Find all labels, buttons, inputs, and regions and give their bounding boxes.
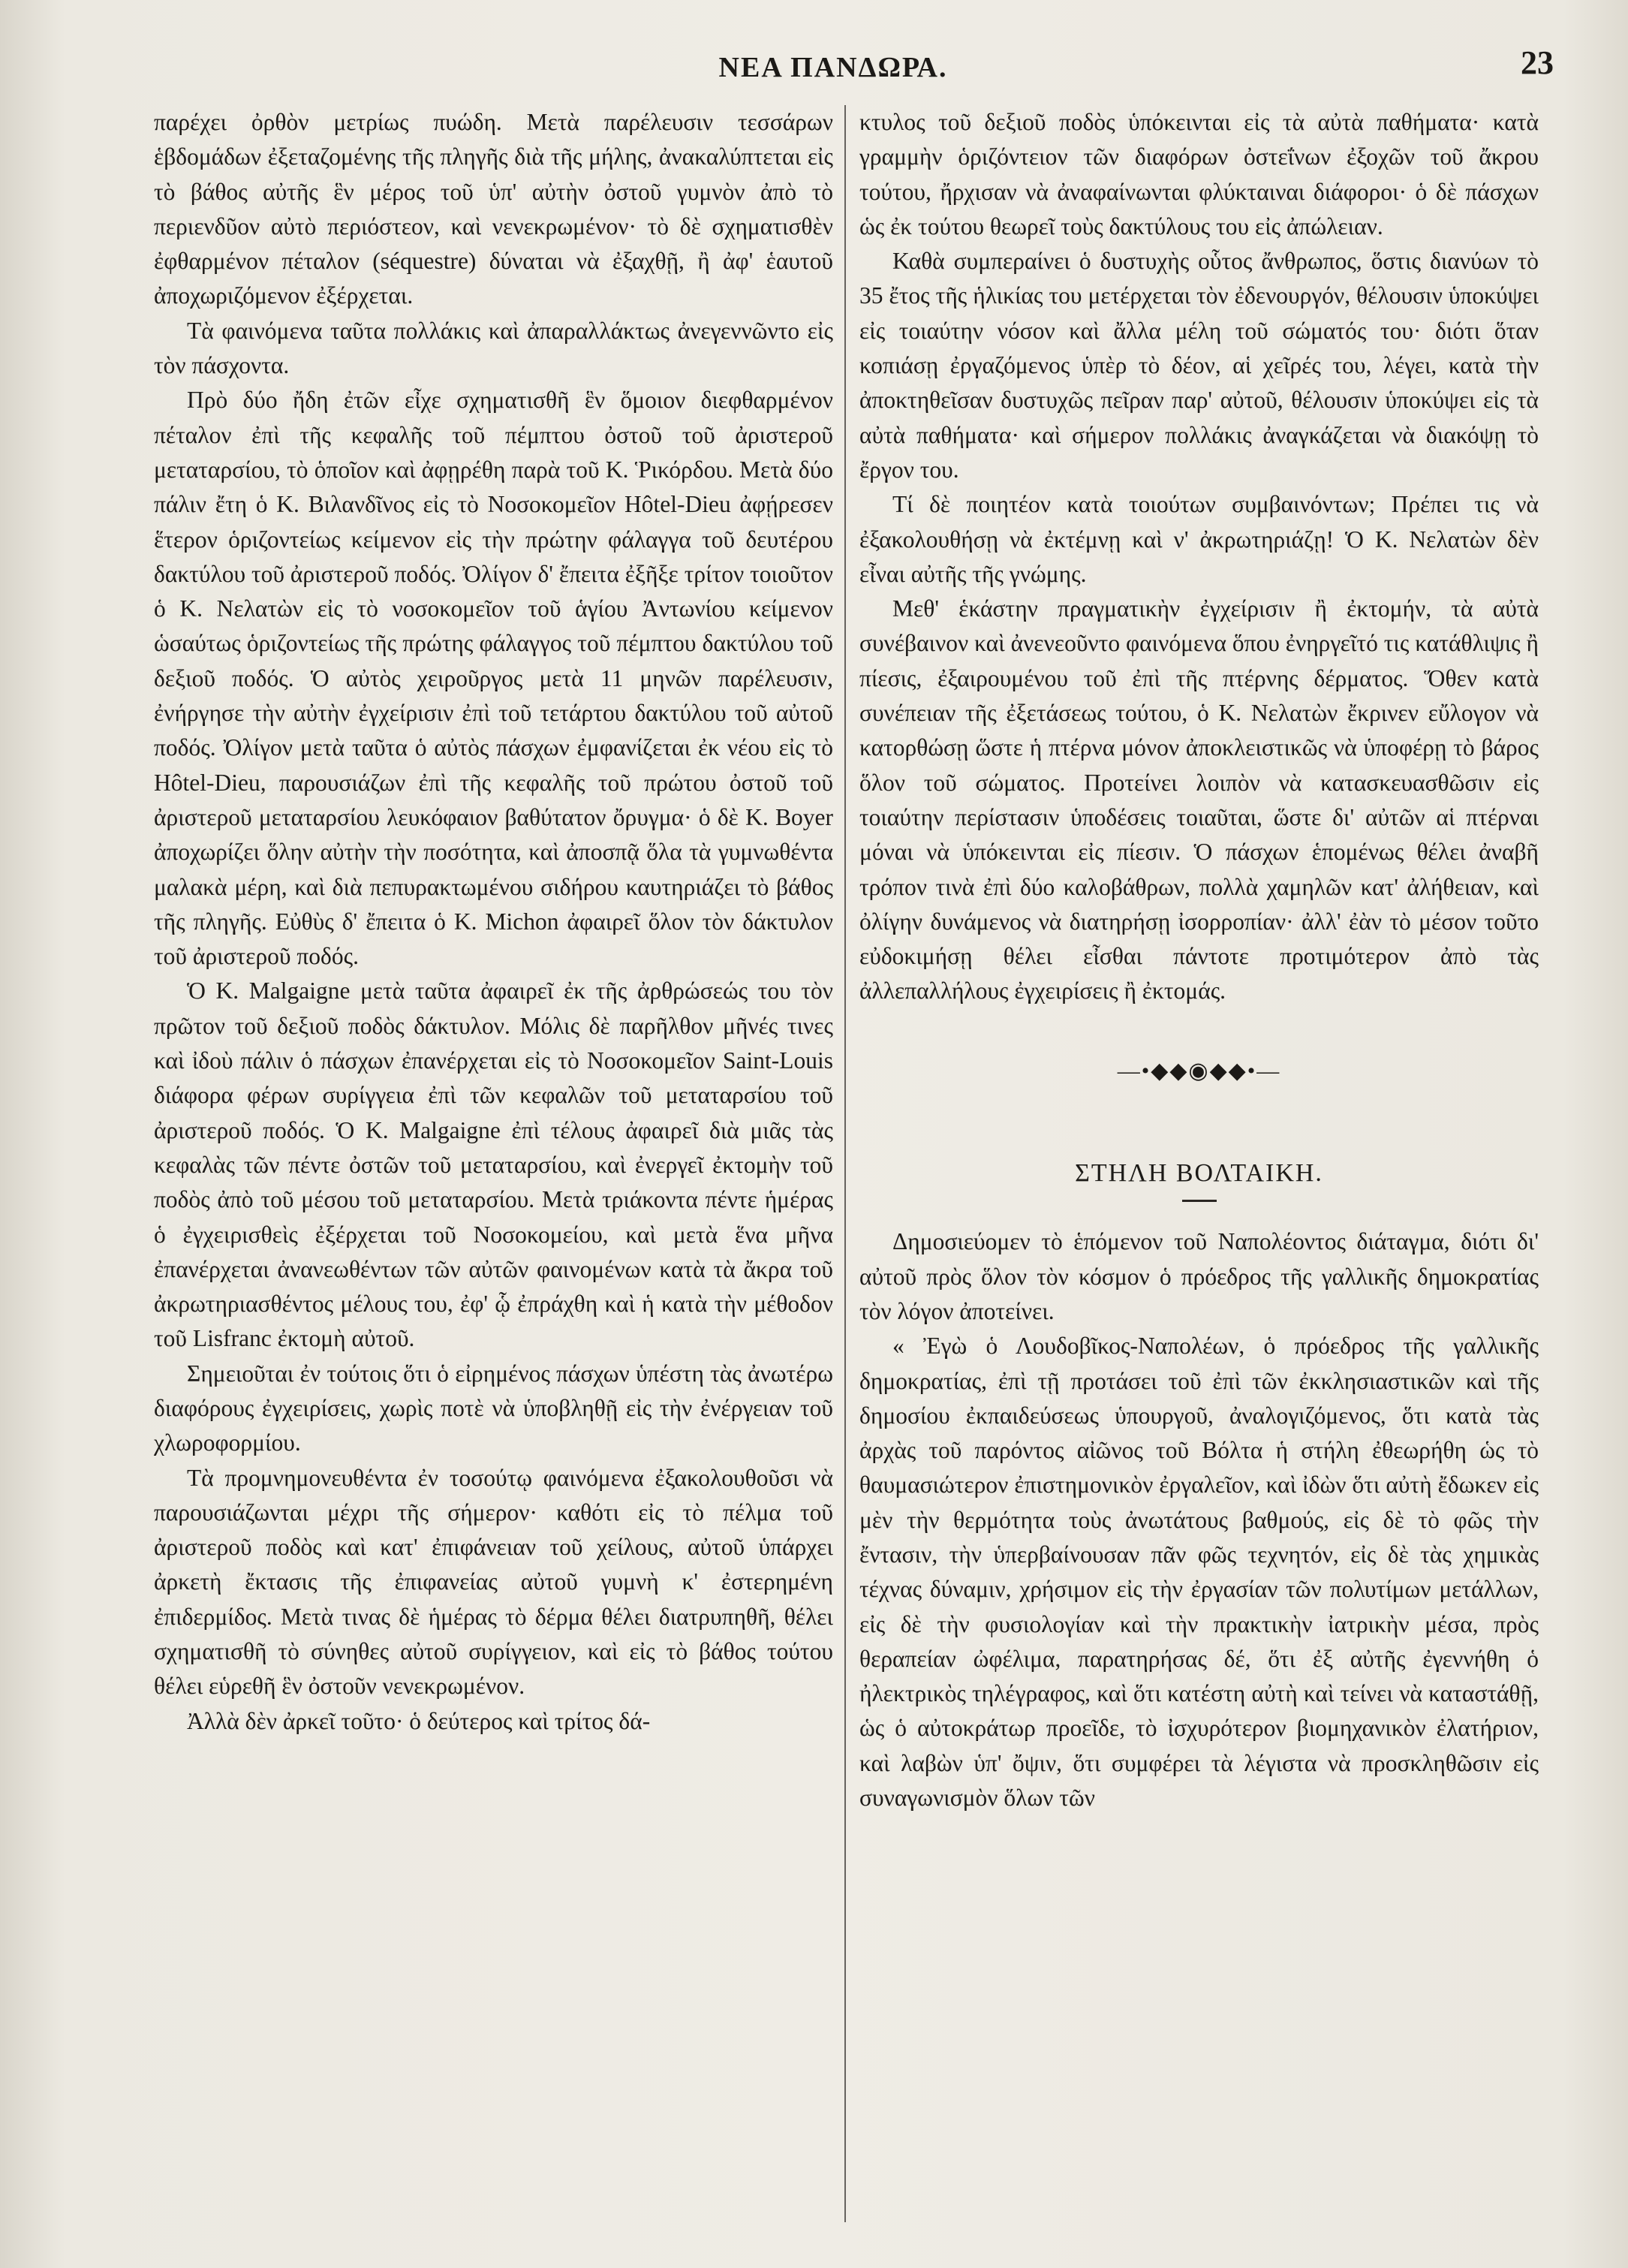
- right-paragraph-2: Καθὰ συμπεραίνει ὁ δυστυχὴς οὗτος ἄνθρωπος, ὅστις διανύων τὸ 35 ἔτος τῆς ἡλικίας του μετέρχεται τὸν ἐδενουργόν, θέλουσιν ὑποκύψει εἰς τοιαύτην νόσον καὶ ἄλλα μέλη τοῦ σώματός του· διότι ὅταν κοπιάσῃ ἐργαζόμενος ὑπὲρ τὸ δέον, αἱ χεῖρές του, λέγει, κατὰ τὴν ἀποκτηθεῖσαν δυστυχῶς πεῖραν παρ' αὐτοῦ, θέλουσιν ὑποκύψει εἰς τὰ αὐτὰ παθήματα· καὶ σήμερον πολλάκις ἀναγκάζεται νὰ διακόψῃ τὸ ἔργον του.: [859, 248, 1539, 483]
- running-title: ΝΕΑ ΠΑΝΔΩΡΑ.: [718, 52, 948, 83]
- left-paragraph-3: Πρὸ δύο ἤδη ἐτῶν εἶχε σχηματισθῆ ἓν ὅμοιον διεφθαρμένον πέταλον ἐπὶ τῆς κεφαλῆς τοῦ πέμπτου ὀστοῦ τοῦ ἀριστεροῦ μεταταρσίου, τὸ ὁποῖον καὶ ἀφῃρέθη παρὰ τοῦ Κ. Ῥικόρδου. Μετὰ δύο πάλιν ἔτη ὁ Κ. Βιλανδῖνος εἰς τὸ Νοσοκομεῖον Hôtel-Dieu ἀφῄρεσεν ἕτερον ὁριζοντείως κείμενον εἰς τὴν πρώτην φάλαγγα τοῦ δευτέρου δακτύλου τοῦ ἀριστεροῦ ποδός. Ὀλίγον δ' ἔπειτα ἐξῆξε τρίτον τοιοῦτον ὁ Κ. Νελατὼν εἰς τὸ νοσοκομεῖον τοῦ ἁγίου Ἀντωνίου κείμενον ὡσαύτως ὁριζοντείως τῆς πρώτης φάλαγγος τοῦ πέμπτου δακτύλου τοῦ δεξιοῦ ποδός. Ὁ αὐτὸς χειροῦργος μετὰ 11 μηνῶν παρέλευσιν, ἐνήργησε τὴν αὐτὴν ἐγχείρισιν ἐπὶ τοῦ τετάρτου δακτύλου τοῦ αὐτοῦ ποδός. Ὀλίγον μετὰ ταῦτα ὁ αὐτὸς πάσχων ἐμφανίζεται ἐκ νέου εἰς τὸ Hôtel-Dieu, παρουσιάζων ἐπὶ τῆς κεφαλῆς τοῦ πρώτου ὀστοῦ τοῦ ἀριστεροῦ μεταταρσίου λευκόφαιον βαθύτατον ὄρυγμα· ὁ δὲ Κ. Boyer ἀποχωρίζει ὅλην αὐτὴν τὴν ποσότητα, καὶ ἀποσπᾷ ὅλα τὰ γυμνωθέντα μαλακὰ μέρη, καὶ διὰ πεπυρακτωμένου σιδήρου καυτηριάζει τὸ βάθος τῆς πληγῆς. Εὐθὺς δ' ἔπειτα ὁ Κ. Michon ἀφαιρεῖ ὅλον τὸν δάκτυλον τοῦ ἀριστεροῦ ποδός.: [154, 387, 833, 970]
- right-column: [859, 105, 1539, 1815]
- section-ornament: —•◆◆◉◆◆•—: [1117, 1058, 1281, 1083]
- right-paragraph-4: Μεθ' ἑκάστην πραγματικὴν ἐγχείρισιν ἢ ἐκτομήν, τὰ αὐτὰ συνέβαινον καὶ ἀνενεοῦντο φαινόμενα ὅπου ἐνηργεῖτό τις κατάθλιψις ἢ πίεσις, ἐξαιρουμένου τοῦ ἐπὶ τῆς πτέρνης δέρματος. Ὅθεν κατὰ συνέπειαν τῆς ἐξετάσεως τούτου, ὁ Κ. Νελατὼν ἔκρινεν εὔλογον νὰ κατορθώσῃ ὥστε ἡ πτέρνα μόνον ἀποκλειστικῶς νὰ ὑποφέρῃ τὸ βάρος ὅλον τοῦ σώματος. Προτείνει λοιπὸν νὰ κατασκευασθῶσιν εἰς τοιαύτην περίστασιν ὑποδέσεις τοιαῦται, ὥστε δι' αὐτῶν αἱ πτέρναι μόναι νὰ ὑπόκεινται εἰς πίεσιν. Ὁ πάσχων ἑπομένως θέλει ἀναβῆ τρόπον τινὰ ἐπὶ δύο καλοβάθρων, πολλὰ χαμηλῶν κατ' ἀλήθειαν, καὶ ὀλίγην δυνάμενος νὰ διατηρήσῃ ἰσορροπίαν· ἀλλ' ἐὰν τὸ μέσον τοῦτο εὐδοκιμήσῃ θέλει εἶσθαι πάντοτε προτιμότερον ἀπὸ τὰς ἀλλεπαλλήλους ἐγχειρίσεις ἢ ἐκτομάς.: [859, 595, 1539, 1004]
- section-paragraph-1: Δημοσιεύομεν τὸ ἑπόμενον τοῦ Ναπολέοντος διάταγμα, διότι δι' αὐτοῦ πρὸς ὅλον τὸν κόσμον ὁ πρόεδρος τῆς γαλλικῆς δημοκρατίας τὸν λόγον ἀποτείνει.: [859, 1228, 1539, 1324]
- column-divider: [844, 105, 846, 2222]
- text-columns: [154, 105, 1550, 2252]
- left-paragraph-6: Τὰ προμνημονευθέντα ἐν τοσούτῳ φαινόμενα ἐξακολουθοῦσι νὰ παρουσιάζωνται μέχρι τῆς σήμερον· καθότι εἰς τὸ πέλμα τοῦ ἀριστεροῦ ποδὸς καὶ κατ' ἐπιφάνειαν τοῦ χείλους, αὐτοῦ ὑπάρχει ἀρκετὴ ἔκτασις τῆς ἐπιφανείας αὐτοῦ γυμνὴ κ' ἐστερημένη ἐπιδερμίδος. Μετὰ τινας δὲ ἡμέρας τὸ δέρμα θέλει διατρυπηθῆ, θέλει σχηματισθῆ τὸ σύνηθες αὐτοῦ συρίγγειον, καὶ εἰς τὸ βάθος τούτου θέλει εὑρεθῆ ἓν ὀστοῦν νενεκρωμένον.: [154, 1464, 833, 1700]
- right-paragraph-1: κτυλος τοῦ δεξιοῦ ποδὸς ὑπόκεινται εἰς τὰ αὐτὰ παθήματα· κατὰ γραμμὴν ὁριζόντειον τῶν διαφόρων ὀστεΐνων ἐξοχῶν τοῦ ἄκρου τούτου, ἤρχισαν νὰ ἀναφαίνωνται φλύκταιναι διάφοροι· ὁ δὲ πάσχων ὡς ἐκ τούτου θεωρεῖ τοὺς δακτύλους του εἰς ἀπώλειαν.: [859, 109, 1539, 239]
- left-paragraph-2: Τὰ φαινόμενα ταῦτα πολλάκις καὶ ἀπαραλλάκτως ἀνεγεννῶντο εἰς τὸν πάσχοντα.: [154, 317, 833, 379]
- left-paragraph-7: Ἀλλὰ δὲν ἀρκεῖ τοῦτο· ὁ δεύτερος καὶ τρίτος δά-: [187, 1707, 651, 1734]
- left-paragraph-5: Σημειοῦται ἐν τούτοις ὅτι ὁ εἰρημένος πάσχων ὑπέστη τὰς ἀνωτέρω διαφόρους ἐγχειρίσεις, χωρὶς ποτὲ νὰ ὑποβληθῇ εἰς τὴν ἐνέργειαν τοῦ χλωροφορμίου.: [154, 1360, 833, 1456]
- left-paragraph-4: Ὁ Κ. Malgaigne μετὰ ταῦτα ἀφαιρεῖ ἐκ τῆς ἀρθρώσεώς του τὸν πρῶτον τοῦ δεξιοῦ ποδὸς δάκτυλον. Μόλις δὲ παρῆλθον μῆνές τινες καὶ ἰδοὺ πάλιν ὁ πάσχων ἐπανέρχεται εἰς τὸ Νοσοκομεῖον Saint-Louis διάφορα φέρων συρίγγεια ἐπὶ τῶν κεφαλῶν τοῦ μεταταρσίου τοῦ ἀριστεροῦ ποδός. Ὁ Κ. Malgaigne ἐπὶ τέλους ἀφαιρεῖ διὰ μιᾶς τὰς κεφαλὰς τῶν πέντε ὀστῶν τοῦ μεταταρσίου, καὶ ἐνεργεῖ ἐκτομὴν τοῦ ποδὸς ἀπὸ τοῦ μέσου τοῦ μεταταρσίου. Μετὰ τριάκοντα πέντε ἡμέρας ὁ ἐγχειρισθεὶς ἐξέρχεται τοῦ Νοσοκομείου, καὶ μετὰ ἕνα μῆνα ἐπανέρχεται ἀνανεωθέντων τῶν αὐτῶν φαινομένων κατὰ τὰ ἄκρα τοῦ ἀκρωτηριασθέντος μέλους του, ἐφ' ᾧ ἐπράχθη καὶ ἡ κατὰ τὴν μέθοδον τοῦ Lisfranc ἐκτομὴ αὐτοῦ.: [154, 977, 833, 1352]
- page-number: 23: [1521, 44, 1554, 81]
- section-paragraph-2: « Ἐγὼ ὁ Λουδοβῖκος-Ναπολέων, ὁ πρόεδρος τῆς γαλλικῆς δημοκρατίας, ἐπὶ τῇ προτάσει τοῦ ἐπὶ τῶν ἐκκλησιαστικῶν καὶ τῆς δημοσίου ἐκπαιδεύσεως ὑπουργοῦ, ἀναλογιζόμενος, ὅτι κατὰ τὰς ἀρχὰς τοῦ παρόντος αἰῶνος τοῦ Βόλτα ἡ στήλη ἐθεωρήθη ὡς τὸ θαυμασιώτερον ἐπιστημονικὸν ἐργαλεῖον, καὶ ἰδὼν ὅτι αὐτὴ ἔδωκεν εἰς μὲν τὴν θερμότητα τοὺς ἀνωτάτους βαθμούς, εἰς δὲ τὸ φῶς τὴν ἔντασιν, τὴν ὑπερβαίνουσαν πᾶν φῶς τεχνητόν, εἰς δὲ τὰς χημικὰς τέχνας δύναμιν, χρήσιμον εἰς τὴν ἐργασίαν τῶν πολυτίμων μετάλλων, εἰς δὲ τὴν φυσιολογίαν καὶ τὴν πρακτικὴν ἰατρικὴν μέσα, πρὸς θεραπείαν ὠφέλιμα, παρατηρήσας δέ, ὅτι ἐξ αὐτῆς ἐγεννήθη ὁ ἠλεκτρικὸς τηλέγραφος, καὶ ὅτι κατέστη αὐτὴ καὶ τείνει νὰ καταστάθῇ, ὡς ὁ αὐτοκράτωρ προεῖδε, τὸ ἰσχυρότερον βιομηχανικὸν ἐλατήριον, καὶ λαβὼν ὑπ' ὄψιν, ὅτι συμφέρει τὰ λέγιστα νὰ προσκληθῶσιν εἰς συναγωνισμὸν ὅλων τῶν: [859, 1333, 1539, 1812]
- left-paragraph-1: παρέχει ὀρθὸν μετρίως πυώδη. Μετὰ παρέλευσιν τεσσάρων ἑβδομάδων ἐξεταζομένης τῆς πληγῆς διὰ τῆς μήλης, ἀνακαλύπτεται εἰς τὸ βάθος αὐτῆς ἓν μέρος τοῦ ὑπ' αὐτὴν ὀστοῦ γυμνὸν ἀπὸ τὸ περιενδῦον αὐτὸ περιόστεον, καὶ νενεκρωμένον· τὸ δὲ σχηματισθὲν ἐφθαρμένον πέταλον (séquestre) δύναται νὰ ἐξαχθῇ, ἢ ἀφ' ἑαυτοῦ ἀποχωριζόμενον ἐξέρχεται.: [154, 109, 833, 309]
- page-header: [113, 44, 1554, 96]
- section-title-rule: [1182, 1200, 1217, 1202]
- section-title: ΣΤΗΛΗ ΒΟΛΤΑΙΚΗ.: [1075, 1159, 1323, 1188]
- right-paragraph-3: Τί δὲ ποιητέον κατὰ τοιούτων συμβαινόντων; Πρέπει τις νὰ ἐξακολουθήσῃ νὰ ἐκτέμνῃ καὶ ν' ἀκρωτηριάζῃ! Ὁ Κ. Νελατὼν δὲν εἶναι αὐτῆς τῆς γνώμης.: [859, 491, 1539, 587]
- left-column: [154, 105, 833, 1739]
